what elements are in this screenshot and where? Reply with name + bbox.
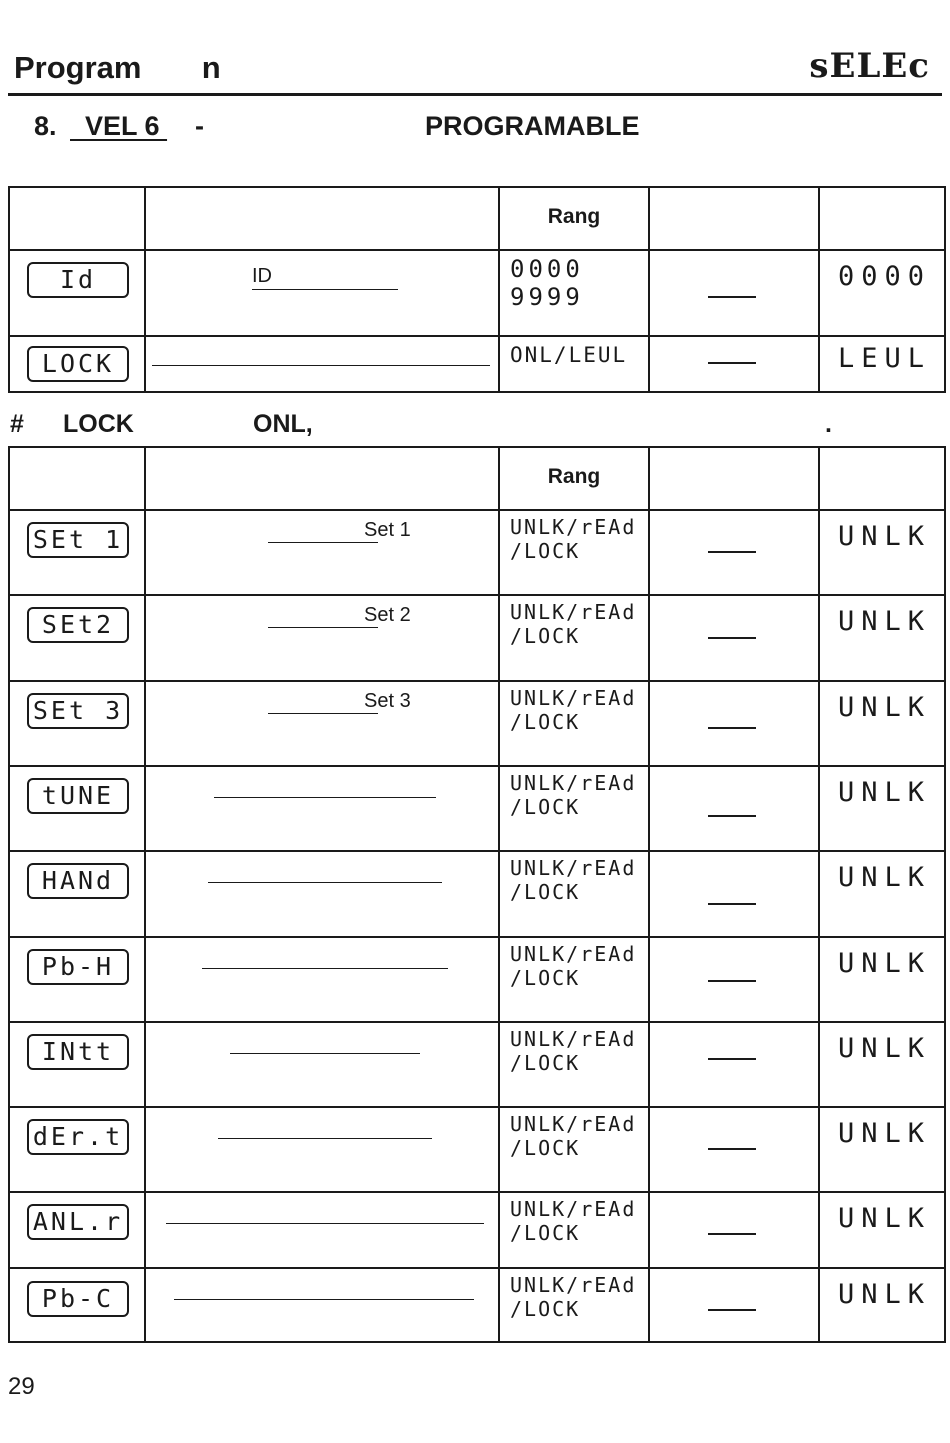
parameter-description: Set 2: [364, 604, 411, 626]
note-onl: ONL,: [253, 410, 313, 438]
description-blank-line: [214, 797, 436, 798]
lcd-parameter-code: Pb-C: [27, 1281, 129, 1317]
range-header-label: Rang: [547, 205, 601, 228]
parameter-range: UNLK/rEAd /LOCK: [510, 771, 637, 819]
table-row: [9, 595, 945, 681]
lcd-parameter-code: SEt2: [27, 607, 129, 643]
table-row: [9, 510, 945, 595]
header-cell: [819, 187, 945, 250]
parameter-description: ID: [252, 265, 272, 287]
description-blank-line: [268, 542, 378, 543]
parameter-range: UNLK/rEAd /LOCK: [510, 1027, 637, 1075]
unit-dash: [708, 637, 756, 639]
lcd-parameter-code: SEt 1: [27, 522, 129, 558]
parameter-default: UNLK: [838, 1033, 932, 1064]
unit-dash: [708, 1148, 756, 1150]
parameter-default: LEUL: [838, 343, 932, 374]
table-row: [9, 250, 945, 336]
unit-dash: [708, 1058, 756, 1060]
section-level: VEL 6: [70, 111, 168, 141]
parameter-default: UNLK: [838, 948, 932, 979]
parameter-range: UNLK/rEAd /LOCK: [510, 600, 637, 648]
table-row: [9, 851, 945, 937]
description-blank-line: [252, 289, 398, 290]
lcd-parameter-code: ANL.r: [27, 1204, 129, 1240]
parameter-description: Set 1: [364, 519, 411, 541]
parameter-range: UNLK/rEAd /LOCK: [510, 942, 637, 990]
header-cell: [9, 187, 145, 250]
parameter-default: UNLK: [838, 692, 932, 723]
table-row: [9, 1022, 945, 1107]
description-blank-line: [166, 1223, 484, 1224]
unit-dash: [708, 551, 756, 553]
unit-dash: [708, 903, 756, 905]
description-blank-line: [268, 713, 378, 714]
parameter-default: UNLK: [838, 1203, 932, 1234]
lcd-parameter-code: INtt: [27, 1034, 129, 1070]
description-blank-line: [230, 1053, 420, 1054]
lcd-parameter-code: SEt 3: [27, 693, 129, 729]
description-blank-line: [268, 627, 378, 628]
table-row: [9, 681, 945, 766]
parameter-default: UNLK: [838, 1279, 932, 1310]
page-number: 29: [8, 1373, 35, 1400]
description-blank-line: [218, 1138, 432, 1139]
unit-dash: [708, 1233, 756, 1235]
parameter-default: UNLK: [838, 777, 932, 808]
table-row: [9, 1107, 945, 1192]
parameter-table-1: [8, 186, 946, 393]
parameter-range: ONL/LEUL: [510, 343, 628, 367]
lcd-parameter-code: LOCK: [27, 346, 129, 382]
unit-dash: [708, 815, 756, 817]
unit-dash: [708, 296, 756, 298]
note-dot: .: [825, 410, 832, 438]
note-hash: #: [10, 410, 24, 438]
description-blank-line: [152, 365, 490, 366]
table-row: [9, 1268, 945, 1342]
parameter-range: UNLK/rEAd /LOCK: [510, 1112, 637, 1160]
unit-dash: [708, 362, 756, 364]
section-number: 8.: [34, 111, 57, 141]
table-row: [9, 766, 945, 851]
selec-logo: sELEc: [809, 46, 930, 86]
note-lock: LOCK: [63, 410, 134, 438]
description-blank-line: [202, 968, 448, 969]
description-blank-line: [208, 882, 442, 883]
table-row: [9, 336, 945, 392]
header-cell-range: [499, 187, 649, 250]
page-header-title: Program n: [14, 50, 221, 85]
parameter-default: UNLK: [838, 606, 932, 637]
parameter-range: UNLK/rEAd /LOCK: [510, 856, 637, 904]
table-header-row: [9, 187, 945, 250]
table-row: [9, 1192, 945, 1268]
lcd-parameter-code: Id: [27, 262, 129, 298]
header-divider: [8, 93, 942, 96]
lcd-parameter-code: Pb-H: [27, 949, 129, 985]
header-cell: [649, 187, 819, 250]
parameter-table-2: [8, 446, 946, 1343]
lcd-parameter-code: HANd: [27, 863, 129, 899]
parameter-range: UNLK/rEAd /LOCK: [510, 1197, 637, 1245]
parameter-default: UNLK: [838, 521, 932, 552]
lcd-parameter-code: dEr.t: [27, 1119, 129, 1155]
lcd-parameter-code: tUNE: [27, 778, 129, 814]
unit-dash: [708, 1309, 756, 1311]
parameter-default: 0000: [838, 261, 932, 292]
parameter-range: UNLK/rEAd /LOCK: [510, 515, 637, 563]
unit-dash: [708, 980, 756, 982]
section-dash: -: [195, 111, 204, 141]
description-blank-line: [174, 1299, 474, 1300]
parameter-range: UNLK/rEAd /LOCK: [510, 1273, 637, 1321]
parameter-default: UNLK: [838, 862, 932, 893]
unit-dash: [708, 727, 756, 729]
header-cell: [145, 187, 499, 250]
range-header-label: Rang: [547, 465, 601, 488]
parameter-range: UNLK/rEAd /LOCK: [510, 686, 637, 734]
table-header-row: [9, 447, 945, 510]
parameter-range: 0000 9999: [510, 255, 584, 311]
table-row: [9, 937, 945, 1022]
section-title: PROGRAMABLE: [425, 111, 640, 141]
parameter-description: Set 3: [364, 690, 411, 712]
parameter-default: UNLK: [838, 1118, 932, 1149]
